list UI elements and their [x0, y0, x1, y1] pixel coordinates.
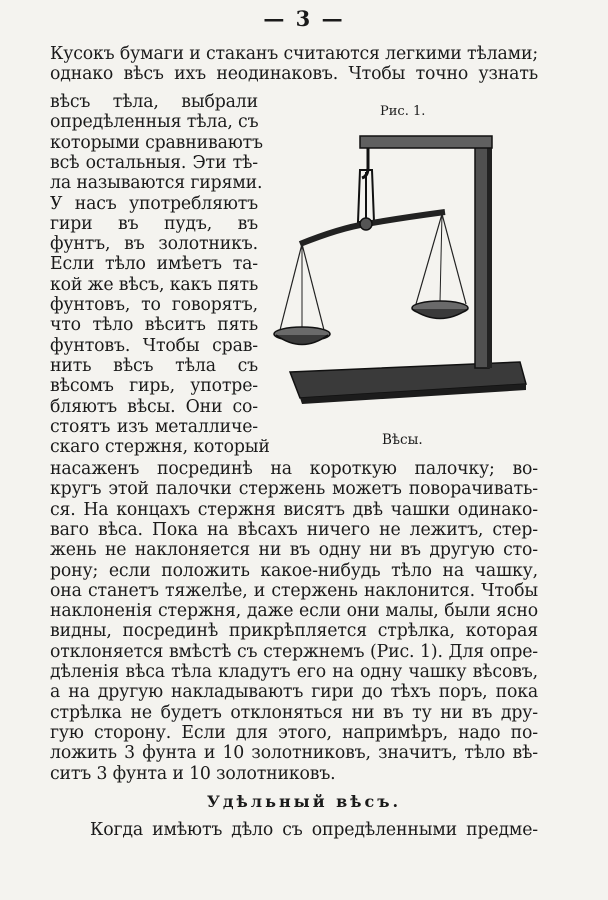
figure-label: Рис. 1.: [380, 104, 426, 119]
text-line: видны, посрединѣ прикрѣпляется стрѣлка, которая: [50, 621, 538, 642]
text-line: Когда имѣютъ дѣло съ опредѣленными предме-: [90, 820, 538, 840]
text-line: гую сторону. Если для этого, напримѣръ, надо по-: [50, 722, 538, 743]
text-line: ваго вѣса. Пока на вѣсахъ ничего не лежитъ, стер-: [50, 519, 538, 540]
text-line: насаженъ посрединѣ на короткую палочку; во-: [50, 459, 538, 479]
text-line: У насъ употребляютъ: [50, 193, 258, 214]
text-line: что тѣло вѣситъ пять: [50, 315, 258, 336]
text-line: дѣленія вѣса тѣла кладутъ его на одну чашку вѣсовъ,: [50, 662, 538, 682]
text-line: вѣсъ тѣла, выбрали: [50, 92, 258, 112]
text-line: опредѣленныя тѣла, съ: [50, 112, 259, 133]
text-line: стоятъ изъ металличе-: [50, 416, 258, 437]
text-line: Кусокъ бумаги и стаканъ считаются легкими тѣлами;: [50, 44, 538, 64]
text-line: скаго стержня, который: [50, 437, 270, 458]
text-line: вѣсомъ гирь, употре-: [50, 376, 258, 397]
text-line: кругъ этой палочки стержень можетъ поворачивать-: [50, 479, 538, 500]
text-line: фунтъ, въ золотникъ.: [50, 234, 258, 255]
text-line: Если тѣло имѣетъ та-: [50, 254, 258, 275]
figure-caption: Вѣсы.: [382, 432, 423, 448]
balance-scale-icon: [270, 132, 550, 432]
text-line: она станетъ тяжелѣе, и стержень наклонится. Чтобы: [50, 580, 538, 601]
text-line: которыми сравниваютъ: [50, 132, 263, 153]
text-line: фунтовъ, то говорятъ,: [50, 295, 258, 315]
text-line: фунтовъ. Чтобы срав-: [50, 335, 258, 356]
text-line: отклоняется вмѣстѣ съ стержнемъ (Рис. 1). Для опре-: [50, 641, 538, 662]
text-line: ложить 3 фунта и 10 золотниковъ, значитъ, тѣло вѣ-: [50, 743, 538, 764]
text-line: а на другую накладываютъ гири до тѣхъ поръ, пока: [50, 682, 538, 703]
text-line: ся. На концахъ стержня висятъ двѣ чашки одинако-: [50, 499, 538, 520]
text-line: жень не наклоняется ни въ одну ни въ другую сто-: [50, 540, 538, 561]
text-line: наклоненія стержня, даже если они малы, были ясно: [50, 601, 538, 622]
text-line: всѣ остальныя. Эти тѣ-: [50, 152, 258, 173]
text-line: однако вѣсъ ихъ неодинаковъ. Чтобы точно узнать: [50, 64, 538, 85]
page-number: — 3 —: [263, 6, 345, 31]
text-line: ла называются гирями.: [50, 173, 263, 194]
section-heading: Удѣльный вѣсъ.: [206, 792, 402, 811]
text-line: стрѣлка не будетъ отклоняться ни въ ту ни въ дру-: [50, 702, 538, 723]
text-line: нить вѣсъ тѣла съ: [50, 355, 258, 376]
text-line: рону; если положить какое-нибудь тѣло на чашку,: [50, 560, 538, 581]
text-line: бляютъ вѣсы. Они со-: [50, 396, 258, 417]
text-line: гири въ пудъ, въ: [50, 213, 258, 234]
text-line: ситъ 3 фунта и 10 золотниковъ.: [50, 763, 336, 784]
text-line: кой же вѣсъ, какъ пять: [50, 274, 259, 295]
